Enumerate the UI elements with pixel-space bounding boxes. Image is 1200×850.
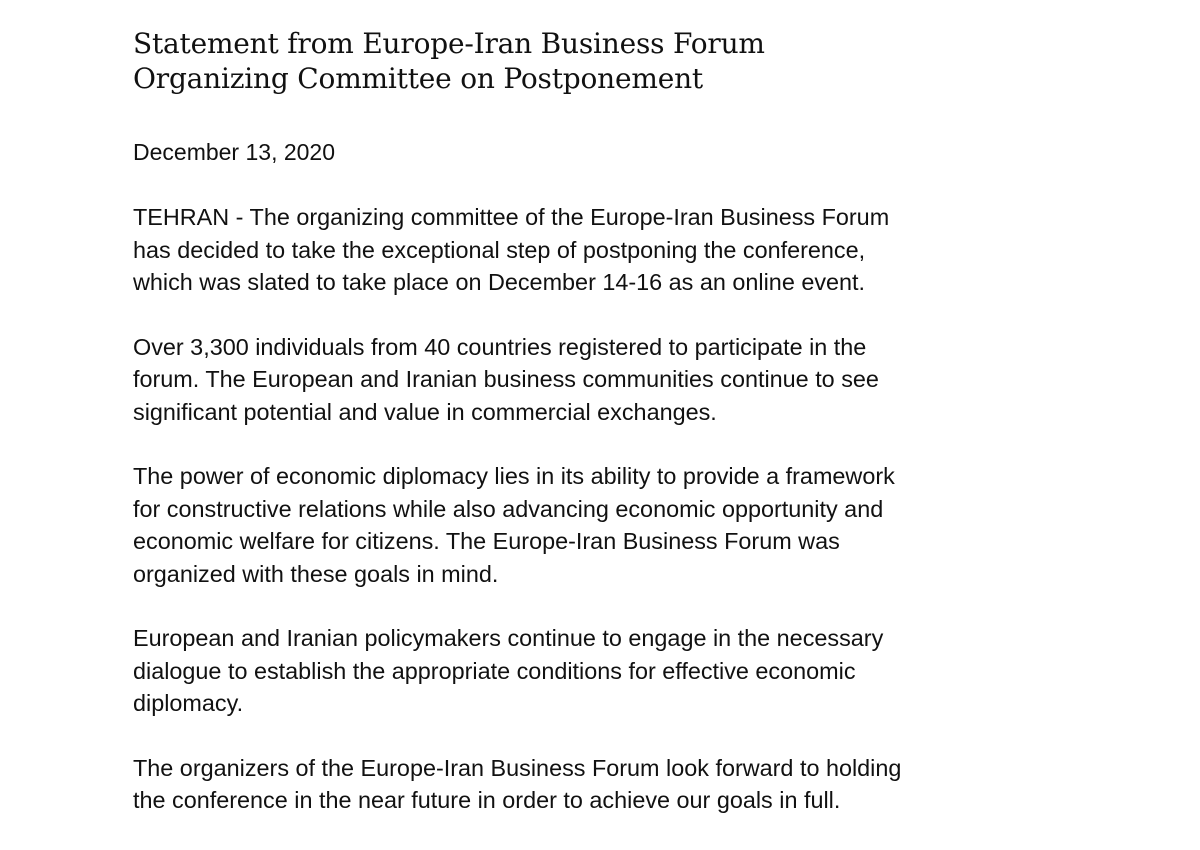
paragraph-line: dialogue to establish the appropriate conditions for effective economic [133, 657, 856, 684]
paragraph-line: the conference in the near future in order to achieve our goals in full. [133, 787, 841, 813]
paragraph-announcement [133, 201, 1133, 299]
title-line: Statement from Europe-Iran Business Forum [133, 27, 765, 60]
statement-document [133, 26, 1133, 817]
paragraph-line: Over 3,300 individuals from 40 countries registered to participate in the [133, 333, 867, 360]
title-line: Organizing Committee on Postponement [133, 62, 703, 95]
paragraph-line: The power of economic diplomacy lies in its ability to provide a framework [133, 463, 895, 489]
statement-title [133, 26, 1133, 96]
paragraph-line: organized with these goals in mind. [133, 560, 499, 587]
statement-date: December 13, 2020 [133, 139, 336, 165]
paragraph-line: diplomacy. [133, 690, 244, 716]
paragraph-line: The organizers of the Europe-Iran Business Forum look forward to holding [133, 754, 902, 781]
paragraph-policymakers [133, 622, 1133, 720]
paragraph-line: forum. The European and Iranian business communities continue to see [133, 366, 879, 392]
paragraph-line: European and Iranian policymakers continue to engage in the necessary [133, 625, 884, 651]
paragraph-registration [133, 331, 1133, 429]
paragraph-line: significant potential and value in commercial exchanges. [133, 398, 717, 425]
paragraph-line: which was slated to take place on December 14-16 as an online event. [133, 269, 866, 295]
paragraph-economic-diplomacy [133, 460, 1133, 590]
paragraph-line: TEHRAN - The organizing committee of the Europe-Iran Business Forum [133, 204, 890, 230]
paragraph-closing [133, 752, 1133, 817]
paragraph-line: for constructive relations while also advancing economic opportunity and [133, 495, 884, 522]
paragraph-line: has decided to take the exceptional step of postponing the conference, [133, 236, 866, 263]
paragraph-line: economic welfare for citizens. The Europe-Iran Business Forum was [133, 528, 840, 554]
